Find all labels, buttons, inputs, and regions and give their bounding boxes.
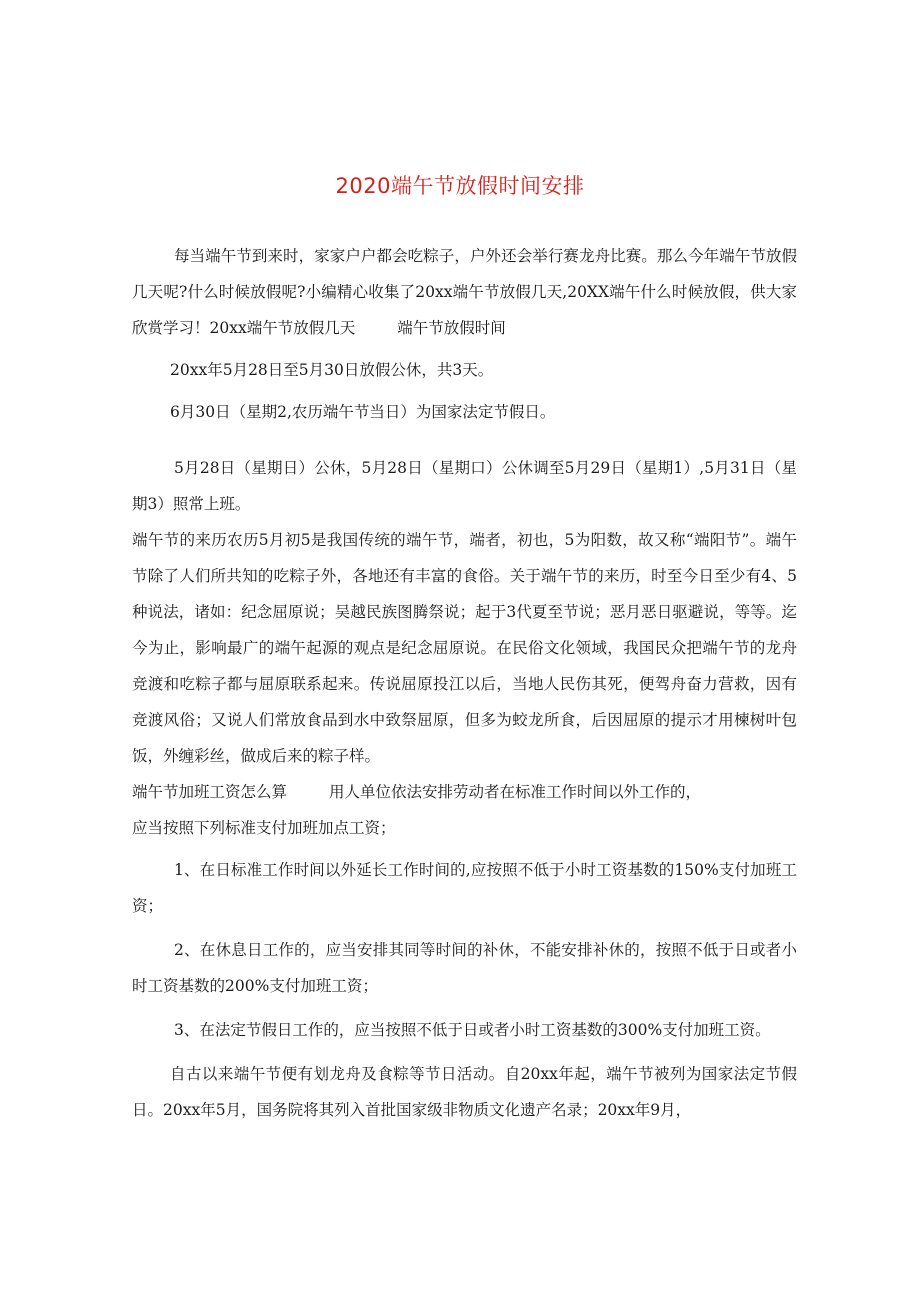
document-body (132, 238, 797, 1128)
overtime-rule-1: 1、在日标准工作时间以外延长工作时间的,应按照不低于小时工资基数的150%支付加班工资； (132, 861, 797, 915)
intro-text: 每当端午节到来时，家家户户都会吃粽子，户外还会举行赛龙舟比赛。那么今年端午节放假几天呢?什么时候放假呢?小编精心收集了20xx端午节放假几天,20XX端午什么时候放假，供大家欣赏学习！20xx端午节放假几天 (132, 247, 797, 337)
document-title: 2020端午节放假时间安排 (335, 174, 585, 198)
overtime-intro-text: 用人单位依法安排劳动者在标准工作时间以外工作的， (329, 783, 702, 801)
legal-holiday-paragraph: 6月30日（星期2,农历端午节当日）为国家法定节假日。 (170, 403, 556, 421)
overtime-heading-paragraph (132, 774, 797, 810)
intro-paragraph (132, 238, 797, 346)
origin-paragraph: 端午节的来历农历5月初5是我国传统的端午节，端者，初也，5为阳数，故又称“端阳节”。端午节除了人们所共知的吃粽子外，各地还有丰富的食俗。关于端午节的来历，时至今日至少有4、5种说法，诸如：纪念屈原说；吴越民族图腾祭说；起于3代夏至节说；恶月恶日驱避说，等等。迄今为止，影响最广的端午起源的观点是纪念屈原说。在民俗文化领域，我国民众把端午节的龙舟竞渡和吃粽子都与屈原联系起来。传说屈原投江以后，当地人民伤其死，便驾舟奋力营救，因有竞渡风俗；又说人们常放食品到水中致祭屈原，但多为蛟龙所食，后因屈原的提示才用楝树叶包饭，外缠彩丝，做成后来的粽子样。 (132, 531, 797, 765)
holiday-dates-paragraph: 20xx年5月28日至5月30日放假公休，共3天。 (170, 361, 494, 379)
history-paragraph: 自古以来端午节便有划龙舟及食粽等节日活动。自20xx年起，端午节被列为国家法定节假日。20xx年5月，国务院将其列入首批国家级非物质文化遗产名录；20xx年9月， (132, 1065, 797, 1119)
adjusted-workday-paragraph: 5月28日（星期日）公休，5月28日（星期口）公休调至5月29日（星期1）,5月31日（星期3）照常上班。 (132, 459, 797, 513)
overtime-rule-3: 3、在法定节假日工作的，应当按照不低于日或者小时工资基数的300%支付加班工资。 (174, 1021, 771, 1039)
overtime-heading: 端午节加班工资怎么算 (132, 783, 288, 801)
overtime-rule-2: 2、在休息日工作的，应当安排其同等时间的补休，不能安排补休的，按照不低于日或者小时工资基数的200%支付加班工资； (132, 941, 797, 995)
holiday-time-heading: 端午节放假时间 (397, 319, 506, 337)
overtime-standard-paragraph: 应当按照下列标准支付加班加点工资； (132, 819, 396, 837)
